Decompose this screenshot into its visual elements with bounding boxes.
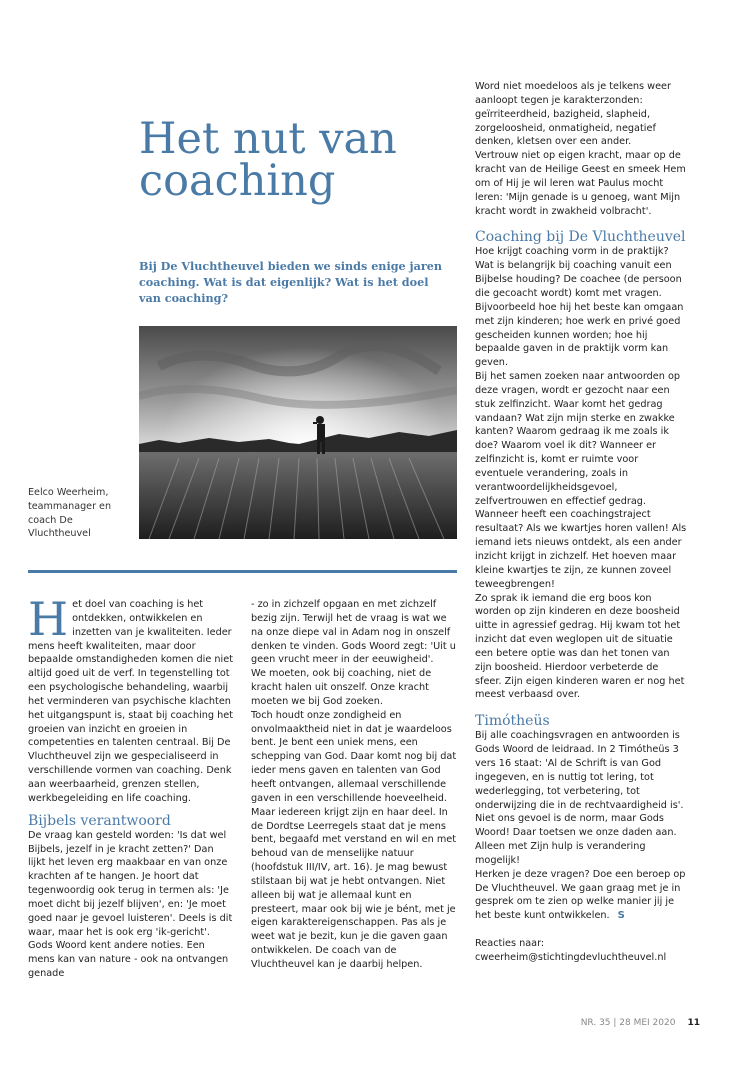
col3-paragraph-3: Hoe krijgt coaching vorm in de praktijk? Wat is belangrijk bij coaching vanuit een Bijbelse houding? De coachee (de persoon die gecoacht wordt) komt met vragen. Bijvoorbeeld hoe hij het beste kan omgaan met zijn kinderen; hoe werk en privé goed gescheiden kunnen worden; hoe hij bepaalde gaven in de praktijk vorm kan geven. <box>475 246 684 369</box>
issue-info: NR. 35 | 28 MEI 2020 <box>580 1018 676 1028</box>
article-lead: Bij De Vluchtheuvel bieden we sinds enige jaren coaching. Wat is dat eigenlijk? Wat is het doel van coaching? <box>139 259 442 305</box>
section-divider <box>28 570 457 573</box>
column-2 <box>251 598 457 972</box>
col2-paragraph-2: We moeten, ook bij coaching, niet de kracht halen uit onszelf. Onze kracht moeten we bij God zoeken. <box>251 668 432 707</box>
article-photo <box>139 326 457 539</box>
col3-paragraph-5: Zo sprak ik iemand die erg boos kon worden op zijn kinderen en deze boosheid uitte in agressief gedrag. Hij kwam tot het inzicht dat even weglopen uit de situatie een betere optie was dan het tonen van zijn boosheid. Hierdoor verbeterde de sfeer. Zijn eigen kinderen waren er nog het meest verbaasd over. <box>475 592 685 701</box>
col3-paragraph-4: Bij het samen zoeken naar antwoorden op deze vragen, wordt er gezocht naar een stuk zelfinzicht. Waar komt het gedrag vandaan? Wat zijn mijn sterke en zwakke kanten? Waarom gedraag ik me zoals ik doe? Waarom voel ik dit? Wanneer er zelfinzicht is, komt er ruimte voor eventuele verandering, zoals in verantwoordelijkheidsgevoel, zelfvertrouwen en effectief gedrag. Wanneer heeft een coachingstraject resultaat? Als we kwartjes horen vallen! Als iemand iets nieuws ontdekt, als een ander inzicht krijgt in zichzelf. Het hoeven maar kleine kwartjes te zijn, ze kunnen zoveel teweegbrengen! <box>475 371 687 590</box>
subheading-bijbels: Bijbels verantwoord <box>28 812 171 829</box>
drop-cap: H <box>28 592 69 646</box>
col3-paragraph-7 <box>475 868 687 923</box>
reacties-label: Reacties naar: <box>475 938 545 950</box>
body-paragraph: De vraag kan gesteld worden: 'Is dat wel Bijbels, jezelf in je kracht zetten?' Dan lijkt het leven erg maakbaar en van onze krachten af te hangen. Je hoort dat tegenwoordig ook terug in termen als: 'Je moet dicht bij jezelf blijven', en: 'Je moet goed naar je gevoel luisteren'. Deels is dit waar, maar het is ook erg 'ik-gericht'. Gods Woord kent andere noties. Een mens kan van nature - ook na ontvangen genade <box>28 829 233 980</box>
intro-paragraph <box>28 592 234 806</box>
article-title: Het nut van coaching <box>139 114 397 206</box>
col3-paragraph-2: Vertrouw niet op eigen kracht, maar op de kracht van de Heilige Geest en smeek Hem om of Hij je wil leren wat Paulus mocht leren: 'Mijn genade is u genoeg, want Mijn kracht wordt in zwakheid volbracht'. <box>475 150 686 217</box>
intro-text: et doel van coaching is het ontdekken, ontwikkelen en inzetten van je kwaliteiten. Ieder mens heeft kwaliteiten, maar door bepaalde omstandigheden komen die niet altijd goed uit de verf. In tegenstelling tot een psychologische behandeling, waarbij het verminderen van psychische klachten het uitgangspunt is, staat bij coaching het groeien van inzicht en groeien in competenties en talenten centraal. Bij De Vluchtheuvel zijn we gespecialiseerd in verschillende vormen van coaching. Denk aan weerbaarheid, grenzen stellen, werkbegeleiding en life coaching. <box>28 599 234 804</box>
col3-paragraph-6: Bij alle coachingsvragen en antwoorden is Gods Woord de leidraad. In 2 Timótheüs 3 vers 16 staat: 'Al de Schrift is van God ingegeven, en is nuttig tot lering, tot wederlegging, tot verbetering, tot onderwijzing die in de rechtvaardigheid is'. Niet ons gevoel is de norm, maar Gods Woord! Daar toetsen we onze daden aan. Alleen met Zijn hulp is verandering mogelijk! <box>475 730 684 866</box>
closing-text: Herken je deze vragen? Doe een beroep op De Vluchtheuvel. We gaan graag met je in gesprek om te zien op welke manier jij je het beste kunt ontwikkelen. <box>475 868 686 922</box>
end-mark-icon: S <box>617 910 625 922</box>
column-3 <box>475 80 687 965</box>
col3-paragraph-1: Word niet moedeloos als je telkens weer aanloopt tegen je karakterzonden: geïrriteerdheid, bazigheid, slapheid, zorgeloosheid, onmatigheid, negatief denken, kletsen over een ander. <box>475 81 672 148</box>
page-footer <box>581 1018 700 1028</box>
photo-caption: Eelco Weerheim, teammanager en coach De Vluchtheuvel <box>28 487 112 540</box>
col2-paragraph-3: Toch houdt onze zondigheid en onvolmaaktheid niet in dat je waardeloos bent. Je bent een uniek mens, een schepping van God. Daar komt nog bij dat ieder mens gaven en talenten van God heeft ontvangen, allemaal verschillende gaven in een verschillende hoeveelheid. Maar iedereen krijgt zijn en haar deel. In de Dordtse Leerregels staat dat je mens bent, begaafd met verstand en wil en met behoud van de menselijke natuur (hoofdstuk III/IV, art. 16). Je mag bewust stilstaan bij wat je hebt ontvangen. Niet alleen bij wat je allemaal kunt en presteert, maar ook bij wie je bént, met je eigen karaktereigenschappen. Pas als je weet wat je bezit, kun je die gaven gaan ontwikkelen. De coach van de Vluchtheuvel kan je daarbij helpen. <box>251 709 457 970</box>
photo-field-man-image <box>139 326 457 539</box>
column-1 <box>28 592 234 981</box>
subheading-timotheus: Timótheüs <box>475 713 550 730</box>
subheading-coaching: Coaching bij De Vluchtheuvel <box>475 229 686 246</box>
col2-paragraph-1: - zo in zichzelf opgaan en met zichzelf bezig zijn. Terwijl het de vraag is wat we na onze diepe val in Adam nog in onszelf denken te vinden. Gods Woord zegt: 'Uit u geen vrucht meer in der eeuwigheid'. <box>251 599 456 666</box>
contact-email[interactable]: cweerheim@stichtingdevluchtheuvel.nl <box>475 951 667 963</box>
page-number: 11 <box>687 1018 700 1028</box>
